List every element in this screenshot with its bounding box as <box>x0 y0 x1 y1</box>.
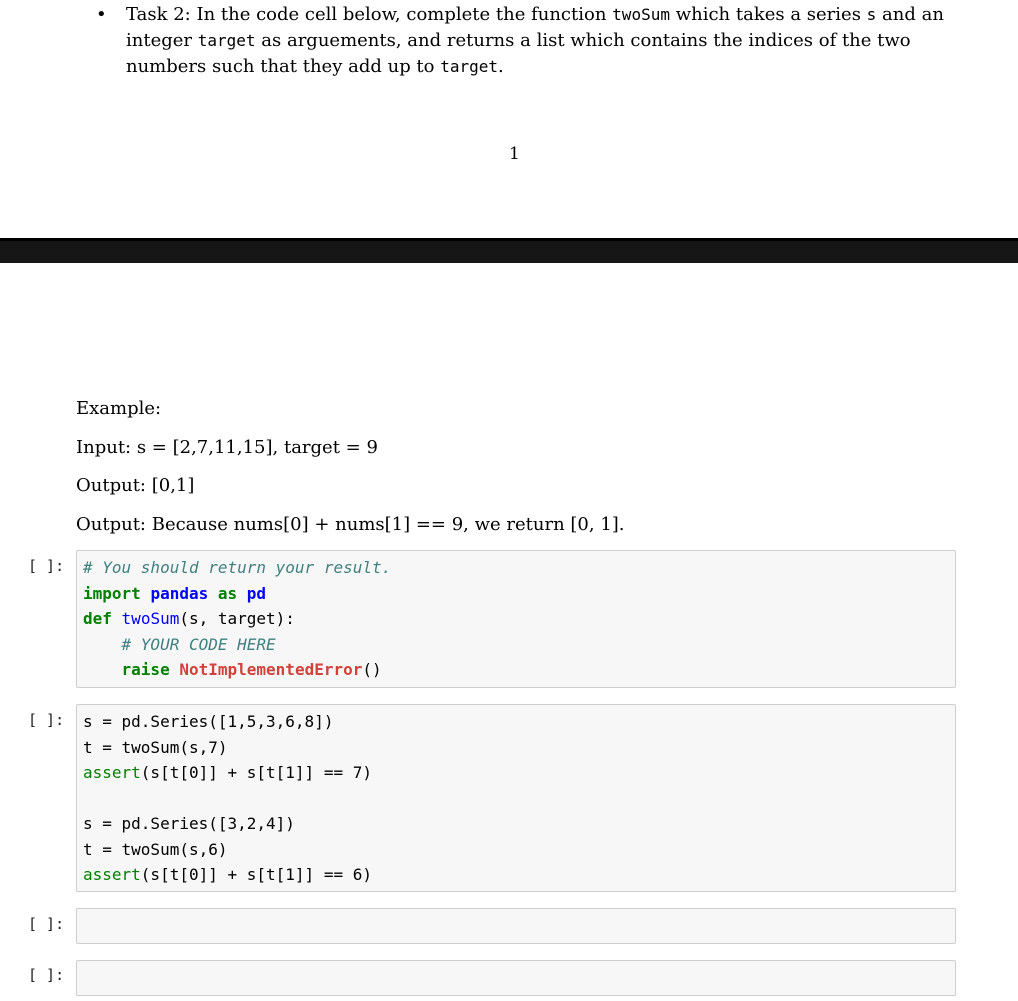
exception-name: NotImplementedError <box>179 660 363 679</box>
example-title: Example: <box>76 398 162 419</box>
task-text-middle-3: as arguements, and returns a list which contains the indices of the two numbers such that they add up to <box>126 30 911 77</box>
example-input: Input: s = [2,7,11,15], target = 9 <box>76 437 378 458</box>
keyword-import: import <box>83 583 141 603</box>
keyword-def: def <box>83 609 112 628</box>
task-text-middle-2: and an integer <box>126 4 944 51</box>
task-text-before: In the code cell below, complete the function <box>196 4 607 25</box>
code-line-a2: t = twoSum(s,7) <box>83 737 228 757</box>
code-line-b2: t = twoSum(s,6) <box>83 839 228 859</box>
example-because: Output: Because nums[0] + nums[1] == 9, we return [0, 1]. <box>76 514 625 535</box>
function-name: twoSum <box>121 609 180 628</box>
function-signature: (s, target): <box>179 609 295 628</box>
call-parens: () <box>362 660 382 679</box>
cell-prompt-2: [ ]: <box>28 711 65 729</box>
task-label: Task 2: <box>126 4 191 25</box>
task-text-middle-1: which takes a series <box>675 4 861 25</box>
keyword-raise: raise <box>121 660 170 679</box>
cell-prompt-1: [ ]: <box>28 557 65 575</box>
code-cell-2[interactable] <box>76 704 956 892</box>
keyword-as: as <box>217 583 238 603</box>
task-var-target: target <box>197 31 256 50</box>
example-output: Output: [0,1] <box>76 475 195 496</box>
task-var-target-end: target <box>440 57 499 76</box>
code-line-a1: s = pd.Series([1,5,3,6,8]) <box>83 712 334 731</box>
alias-pd: pd <box>246 583 267 603</box>
cell-prompt-4: [ ]: <box>28 966 65 984</box>
code-line-b3: (s[t[0]] + s[t[1]] == 6) <box>140 865 372 884</box>
code-line-a3: (s[t[0]] + s[t[1]] == 7) <box>140 763 372 782</box>
module-pandas: pandas <box>150 583 209 603</box>
code-cell-1[interactable] <box>76 550 956 688</box>
code-cell-3[interactable] <box>76 908 956 944</box>
task-var-s: s <box>866 5 877 24</box>
code-line-b1: s = pd.Series([3,2,4]) <box>83 814 295 833</box>
page-number: 1 <box>509 144 520 164</box>
page-divider <box>0 238 1018 263</box>
task-end: . <box>498 56 504 77</box>
bullet: • <box>96 4 107 25</box>
task-text <box>126 2 966 80</box>
keyword-assert: assert <box>83 763 141 782</box>
code-comment: # You should return your result. <box>83 558 392 577</box>
task-func-name: twoSum <box>612 5 670 24</box>
keyword-assert-2: assert <box>83 865 141 884</box>
code-comment-todo: # YOUR CODE HERE <box>121 634 276 654</box>
cell-prompt-3: [ ]: <box>28 915 65 933</box>
code-cell-4[interactable] <box>76 960 956 996</box>
